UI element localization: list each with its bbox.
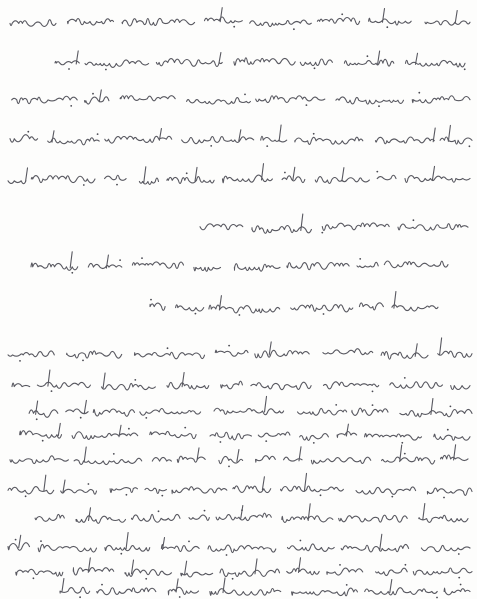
ink-dot — [232, 578, 234, 580]
ink-dot — [367, 55, 369, 57]
ink-dot — [404, 377, 406, 379]
ink-dot — [413, 219, 415, 221]
handwriting-line-18 — [60, 578, 470, 596]
ink-dot — [105, 69, 107, 71]
handwriting-line-6 — [200, 214, 468, 233]
ink-dot — [404, 453, 406, 455]
ink-dot — [378, 105, 380, 107]
ink-dot — [450, 406, 452, 408]
ink-dot — [83, 184, 85, 186]
ink-dot — [372, 404, 374, 406]
ink-dot — [70, 105, 72, 107]
handwriting-line-9 — [8, 338, 472, 359]
handwriting-line-8 — [150, 292, 438, 313]
handwriting-line-13 — [10, 445, 468, 465]
ink-dot — [113, 453, 115, 455]
ink-dot — [346, 584, 348, 586]
handwriting-line-5 — [8, 164, 470, 185]
handwriting-lines — [8, 8, 472, 599]
ink-dot — [284, 172, 286, 174]
ink-dot — [469, 145, 471, 147]
ink-dot — [204, 510, 206, 512]
handwriting-line-12 — [20, 423, 470, 440]
ink-dot — [244, 94, 246, 96]
ink-dot — [145, 417, 147, 419]
ink-dot — [386, 26, 388, 28]
ink-dot — [80, 417, 82, 419]
ink-dot — [51, 390, 53, 392]
ink-dot — [220, 441, 222, 443]
ink-dot — [195, 313, 197, 315]
ink-dot — [120, 553, 122, 555]
handwriting-line-17 — [16, 558, 472, 577]
ink-dot — [401, 442, 403, 444]
ink-dot — [239, 314, 241, 316]
ink-dot — [68, 68, 70, 70]
ink-dot — [150, 299, 152, 301]
handwriting-line-14 — [8, 473, 472, 495]
ink-dot — [228, 345, 230, 347]
ink-dot — [339, 564, 341, 566]
ink-dot — [161, 495, 163, 497]
handwriting-line-11 — [29, 396, 472, 417]
ink-dot — [40, 540, 42, 542]
ink-dot — [306, 104, 308, 106]
handwriting-line-15 — [35, 504, 468, 524]
ink-dot — [460, 584, 462, 586]
ink-dot — [134, 379, 136, 381]
ink-dot — [27, 131, 29, 133]
ink-dot — [42, 440, 44, 442]
ink-dot — [321, 232, 323, 234]
ink-dot — [266, 145, 268, 147]
ink-dot — [128, 428, 130, 430]
ink-dot — [436, 597, 438, 599]
ink-dot — [359, 258, 361, 260]
ink-dot — [228, 466, 230, 468]
handwriting-line-2 — [55, 51, 465, 68]
ink-dot — [341, 13, 343, 15]
ink-dot — [265, 440, 267, 442]
ink-dot — [19, 360, 21, 362]
ink-dot — [226, 554, 228, 556]
ink-dot — [458, 553, 460, 555]
ink-dot — [314, 67, 316, 69]
ink-dot — [25, 495, 27, 497]
ink-dot — [158, 510, 160, 512]
handwriting-line-16 — [8, 533, 470, 553]
ink-dot — [447, 429, 449, 431]
ink-dot — [335, 404, 337, 406]
ink-dot — [167, 347, 169, 349]
ink-dot — [184, 427, 186, 429]
handwriting-line-7 — [31, 252, 448, 272]
ink-dot — [33, 577, 35, 579]
ink-dot — [101, 584, 103, 586]
ink-dot — [141, 257, 143, 259]
ink-dot — [116, 184, 118, 186]
handwriting-line-1 — [10, 8, 470, 27]
ink-dot — [179, 596, 181, 598]
ink-dot — [323, 313, 325, 315]
ink-dot — [233, 26, 235, 28]
ink-dot — [464, 68, 466, 70]
ink-dot — [126, 494, 128, 496]
ink-dot — [293, 28, 295, 30]
ink-dot — [443, 497, 445, 499]
ink-dot — [372, 391, 374, 393]
ink-dot — [82, 360, 84, 362]
ink-dot — [188, 541, 190, 543]
ink-dot — [376, 171, 378, 173]
ink-dot — [391, 496, 393, 498]
ink-dot — [320, 494, 322, 496]
ink-dot — [405, 564, 407, 566]
ink-dot — [71, 272, 73, 274]
ink-dot — [313, 133, 315, 135]
ink-dot — [88, 483, 90, 485]
ink-dot — [418, 92, 420, 94]
ink-dot — [313, 442, 315, 444]
ink-dot — [79, 596, 81, 598]
ink-dot — [119, 259, 121, 261]
ink-dot — [97, 133, 99, 135]
ink-dot — [458, 577, 460, 579]
ink-dot — [15, 539, 17, 541]
handwriting-line-4 — [10, 125, 472, 145]
ink-dot — [36, 418, 38, 420]
ink-dot — [186, 172, 188, 174]
handwriting-line-10 — [12, 370, 470, 390]
ink-dot — [145, 578, 147, 580]
ink-dot — [92, 93, 94, 95]
handwriting-line-3 — [12, 90, 470, 104]
ink-dot — [210, 145, 212, 147]
ink-dot — [300, 540, 302, 542]
